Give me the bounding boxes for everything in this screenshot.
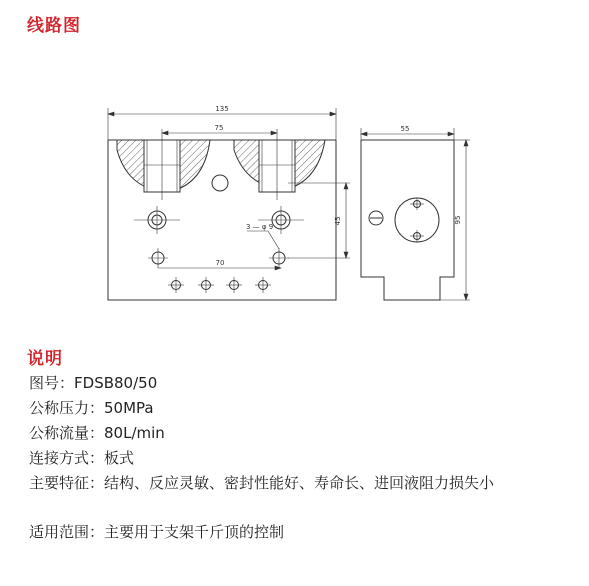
spec-value: FDSB80/50 — [74, 374, 158, 392]
spec-label: 公称压力： — [29, 399, 105, 417]
spec-label: 图号： — [29, 374, 75, 392]
side-dimensions — [361, 132, 468, 300]
side-center-marks — [410, 198, 424, 242]
spec-value: 主要用于支架千斤顶的控制 — [104, 523, 285, 541]
spec-nominal-flow — [29, 421, 569, 447]
dim-side-width: 55 — [400, 125, 410, 133]
spec-value: 结构、反应灵敏、密封性能好、寿命长、进回液阻力损失小 — [104, 474, 495, 492]
diagram-heading: 线路图 — [27, 16, 81, 36]
dim-port-spacing-top: 75 — [214, 124, 224, 132]
front-view — [108, 108, 336, 300]
spec-label: 主要特征： — [29, 474, 105, 492]
side-view — [361, 128, 470, 300]
spec-value: 50MPa — [104, 399, 154, 417]
spec-label: 公称流量： — [29, 424, 105, 442]
spec-value: 板式 — [104, 449, 135, 467]
dim-overall-width: 135 — [215, 105, 229, 113]
spec-label: 连接方式： — [29, 449, 105, 467]
spec-connection-type — [29, 446, 569, 472]
dim-side-height: 95 — [454, 215, 462, 225]
dim-height-side: 45 — [334, 216, 342, 226]
spec-value: 80L/min — [104, 424, 165, 442]
spec-application — [29, 520, 569, 546]
spec-label: 适用范围： — [29, 523, 105, 541]
spec-nominal-pressure — [29, 396, 569, 422]
description-heading: 说明 — [27, 349, 63, 369]
spec-drawing-number — [29, 371, 569, 397]
spec-main-features — [29, 471, 569, 497]
dim-hole-callout: 3 — φ 9 — [246, 223, 274, 231]
dim-port-spacing-bottom: 70 — [215, 259, 225, 267]
